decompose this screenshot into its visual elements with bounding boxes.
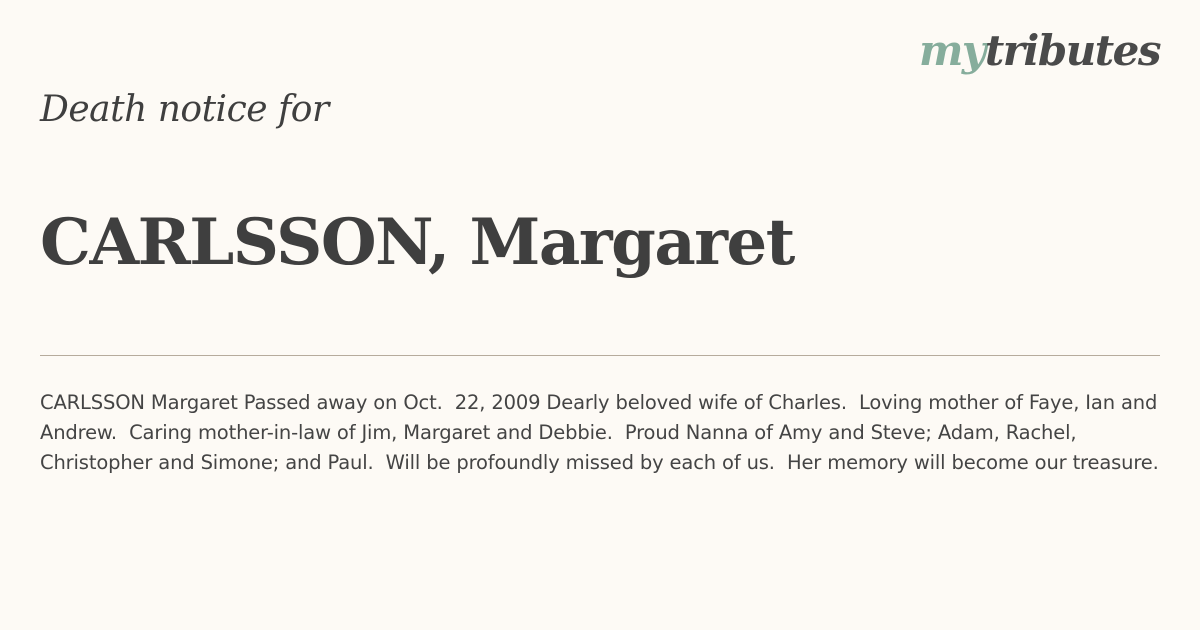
notice-body: CARLSSON Margaret Passed away on Oct. 22, 2009 Dearly beloved wife of Charles. Loving mother of Faye, Ian and Andrew. Caring mother-in-law of Jim, Margaret and Debbie. Proud Nanna of Amy and Steve; Adam, Rachel, Christopher and Simone; and Paul. Will be profoundly missed by each of us. Her memory will become our treasure. <box>40 391 1164 474</box>
notice-kicker: Death notice for <box>40 89 329 130</box>
logo-my: my <box>918 26 985 75</box>
logo-tributes: tributes <box>984 26 1160 75</box>
mytributes-logo <box>918 26 1160 75</box>
divider <box>40 355 1160 356</box>
deceased-name: CARLSSON, Margaret <box>40 205 794 280</box>
